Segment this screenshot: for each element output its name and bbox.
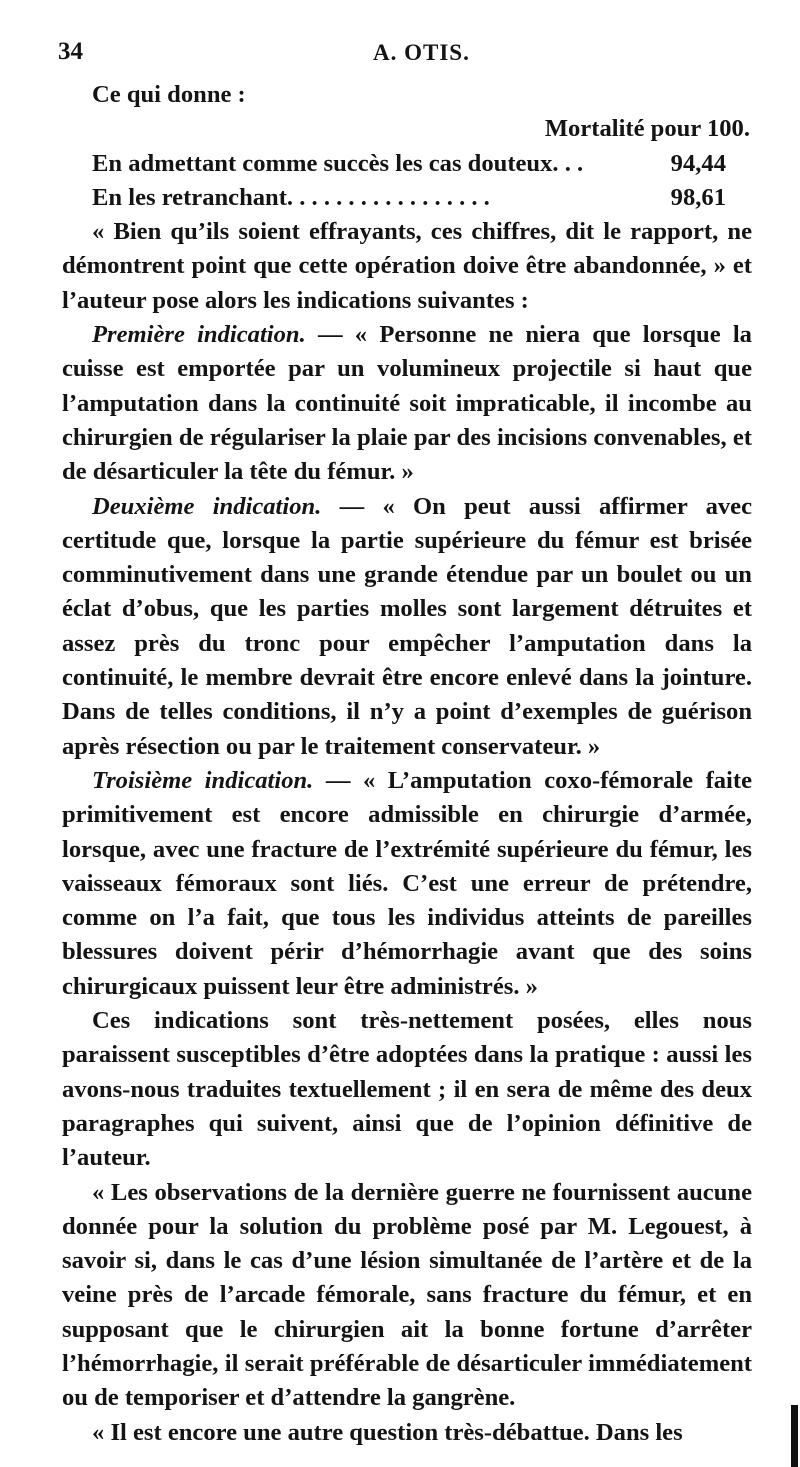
stat-row-with-doubtful [62, 147, 752, 181]
mortality-column-header: Mortalité pour 100. [544, 115, 750, 143]
page-header [58, 38, 758, 74]
indication-title: Première indication. [92, 321, 306, 349]
stat-value: 94,44 [670, 149, 726, 177]
indication-text: — « On peut aussi affirmer avec certitude que, lorsque la partie supérieure du fémur est brisée comminutivement dans une grande étendue par un boulet ou un éclat d’obus, que les parties molles sont largement détruites et assez près du tronc pour empêcher l’amputation dans la continuité, le membre devrait être encore enlevé dans la jointure. Dans de telles conditions, il n’y a point d’exemples de guérison après résection ou par le traitement conservateur. » [62, 492, 752, 760]
paragraph: « Les observations de la dernière guerre ne fournissent aucune donnée pour la solution du problème posé par M. Legouest, à savoir si, dans le cas d’une lésion simultanée de l’artère et de la veine près de l’arcade fémorale, sans fracture du fémur, et en supposant que le chirurgien ait la bonne fortune d’arrêter l’hémorrhagie, il serait préférable de désarticuler immédiatement ou de temporiser et d’attendre la gangrène. [62, 1178, 752, 1412]
indication-title: Troisième indication. [92, 766, 314, 794]
running-head: A. OTIS. [373, 40, 470, 65]
paragraph: « Bien qu’ils soient effrayants, ces chiffres, dit le rapport, ne démontrent point que cette opération doive être abandonnée, » et l’auteur pose alors les indications suivantes : [62, 218, 752, 314]
indication-title: Deuxième indication. [92, 492, 322, 520]
paragraph-first-indication [62, 318, 752, 489]
indication-text: — « Personne ne niera que lorsque la cuisse est emportée par un volumineux projectile si haut que l’amputation dans la continuité soit impraticable, il incombe au chirurgien de régulariser la plaie par des incisions convenables, et de désarticuler la tête du fémur. » [62, 321, 752, 486]
stat-label: En les retranchant. . . . . . . . . . . . . . . . . [92, 183, 490, 211]
paragraph-third-indication [62, 764, 752, 1004]
stat-row-without-doubtful [62, 181, 752, 215]
stat-value: 98,61 [670, 183, 726, 211]
stat-label: En admettant comme succès les cas douteux. . . [92, 149, 584, 177]
paragraph: « Il est encore une autre question très-débattue. Dans les [92, 1418, 683, 1446]
paragraph-second-indication [62, 490, 752, 764]
scan-edge-mark [791, 1405, 798, 1467]
table-intro: Ce qui donne : [92, 81, 246, 108]
page-number: 34 [58, 38, 83, 65]
body-text [62, 78, 752, 1450]
paragraph: Ces indications sont très-nettement posées, elles nous paraissent susceptibles d’être adoptées dans la pratique : aussi les avons-nous traduites textuellement ; il en sera de même des deux paragraphes qui suivent, ainsi que de l’opinion définitive de l’auteur. [62, 1007, 752, 1172]
indication-text: — « L’amputation coxo-fémorale faite primitivement est encore admissible en chirurgie d’armée, lorsque, avec une fracture de l’extrémité supérieure du fémur, les vaisseaux fémoraux sont liés. C’est une erreur de prétendre, comme on l’a fait, que tous les individus atteints de pareilles blessures doivent périr d’hémorrhagie avant que des soins chirurgicaux puissent leur être administrés. » [62, 766, 752, 1000]
